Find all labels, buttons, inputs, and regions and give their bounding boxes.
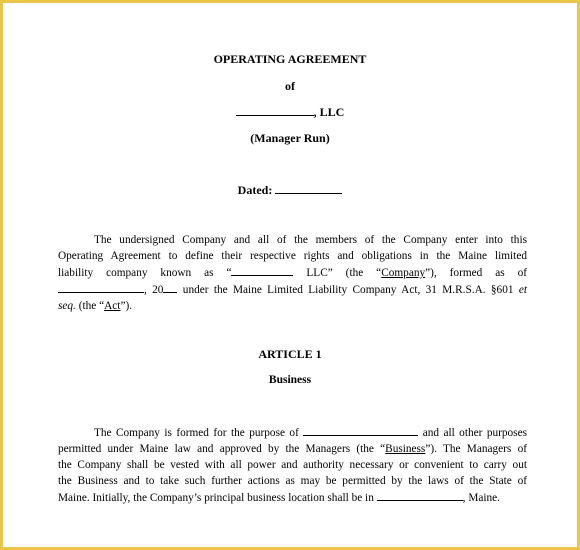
document-page xyxy=(3,3,577,547)
dated-label: Dated: xyxy=(237,183,276,197)
business-defined-term: Business xyxy=(385,443,426,455)
article-heading: ARTICLE 1 xyxy=(258,347,322,361)
year-blank[interactable] xyxy=(163,281,177,293)
business-line-1: The Company is formed for the purpose of and all other purposes xyxy=(58,424,527,441)
business-line-4: the Business and to take such further actions as may be permitted by the laws of the State of xyxy=(58,475,527,487)
intro-paragraph xyxy=(58,232,527,314)
company-name-line xyxy=(3,104,577,120)
dated-blank[interactable] xyxy=(275,182,342,194)
manager-run-line: (Manager Run) xyxy=(250,131,330,145)
business-line-5: Maine. Initially, the Company’s principal business location shall be in , Maine. xyxy=(58,489,527,506)
company-name-blank[interactable] xyxy=(236,104,314,116)
location-blank[interactable] xyxy=(377,489,463,501)
document-title: OPERATING AGREEMENT xyxy=(213,52,367,66)
business-paragraph xyxy=(58,424,527,506)
purpose-blank[interactable] xyxy=(303,424,418,436)
article-subheading: Business xyxy=(268,374,312,386)
intro-line-5: seq. (the “Act”). xyxy=(58,300,133,312)
intro-line-1: The undersigned Company and all of the members of the Company enter into this xyxy=(94,234,527,246)
llc-suffix: , LLC xyxy=(313,105,345,119)
act-defined-term: Act xyxy=(104,300,121,312)
business-line-2: permitted under Maine law and approved by the Managers (the “Business”). The Managers of xyxy=(58,443,527,455)
intro-line-3: liability company known as “ LLC” (the “Company”), formed as of xyxy=(58,264,527,281)
company-defined-term: Company xyxy=(381,267,426,279)
intro-line-2: Operating Agreement to define their respective rights and obligations in the Maine limited xyxy=(58,250,527,262)
formation-date-blank[interactable] xyxy=(58,281,144,293)
dated-line xyxy=(3,182,577,198)
of-line: of xyxy=(285,79,295,93)
llc-name-blank[interactable] xyxy=(231,264,293,276)
intro-line-4: , 20 under the Maine Limited Liability Company Act, 31 M.R.S.A. §601 et xyxy=(58,281,527,298)
business-line-3: the Company shall be vested with all power and authority necessary or convenient to carry out xyxy=(58,459,527,471)
